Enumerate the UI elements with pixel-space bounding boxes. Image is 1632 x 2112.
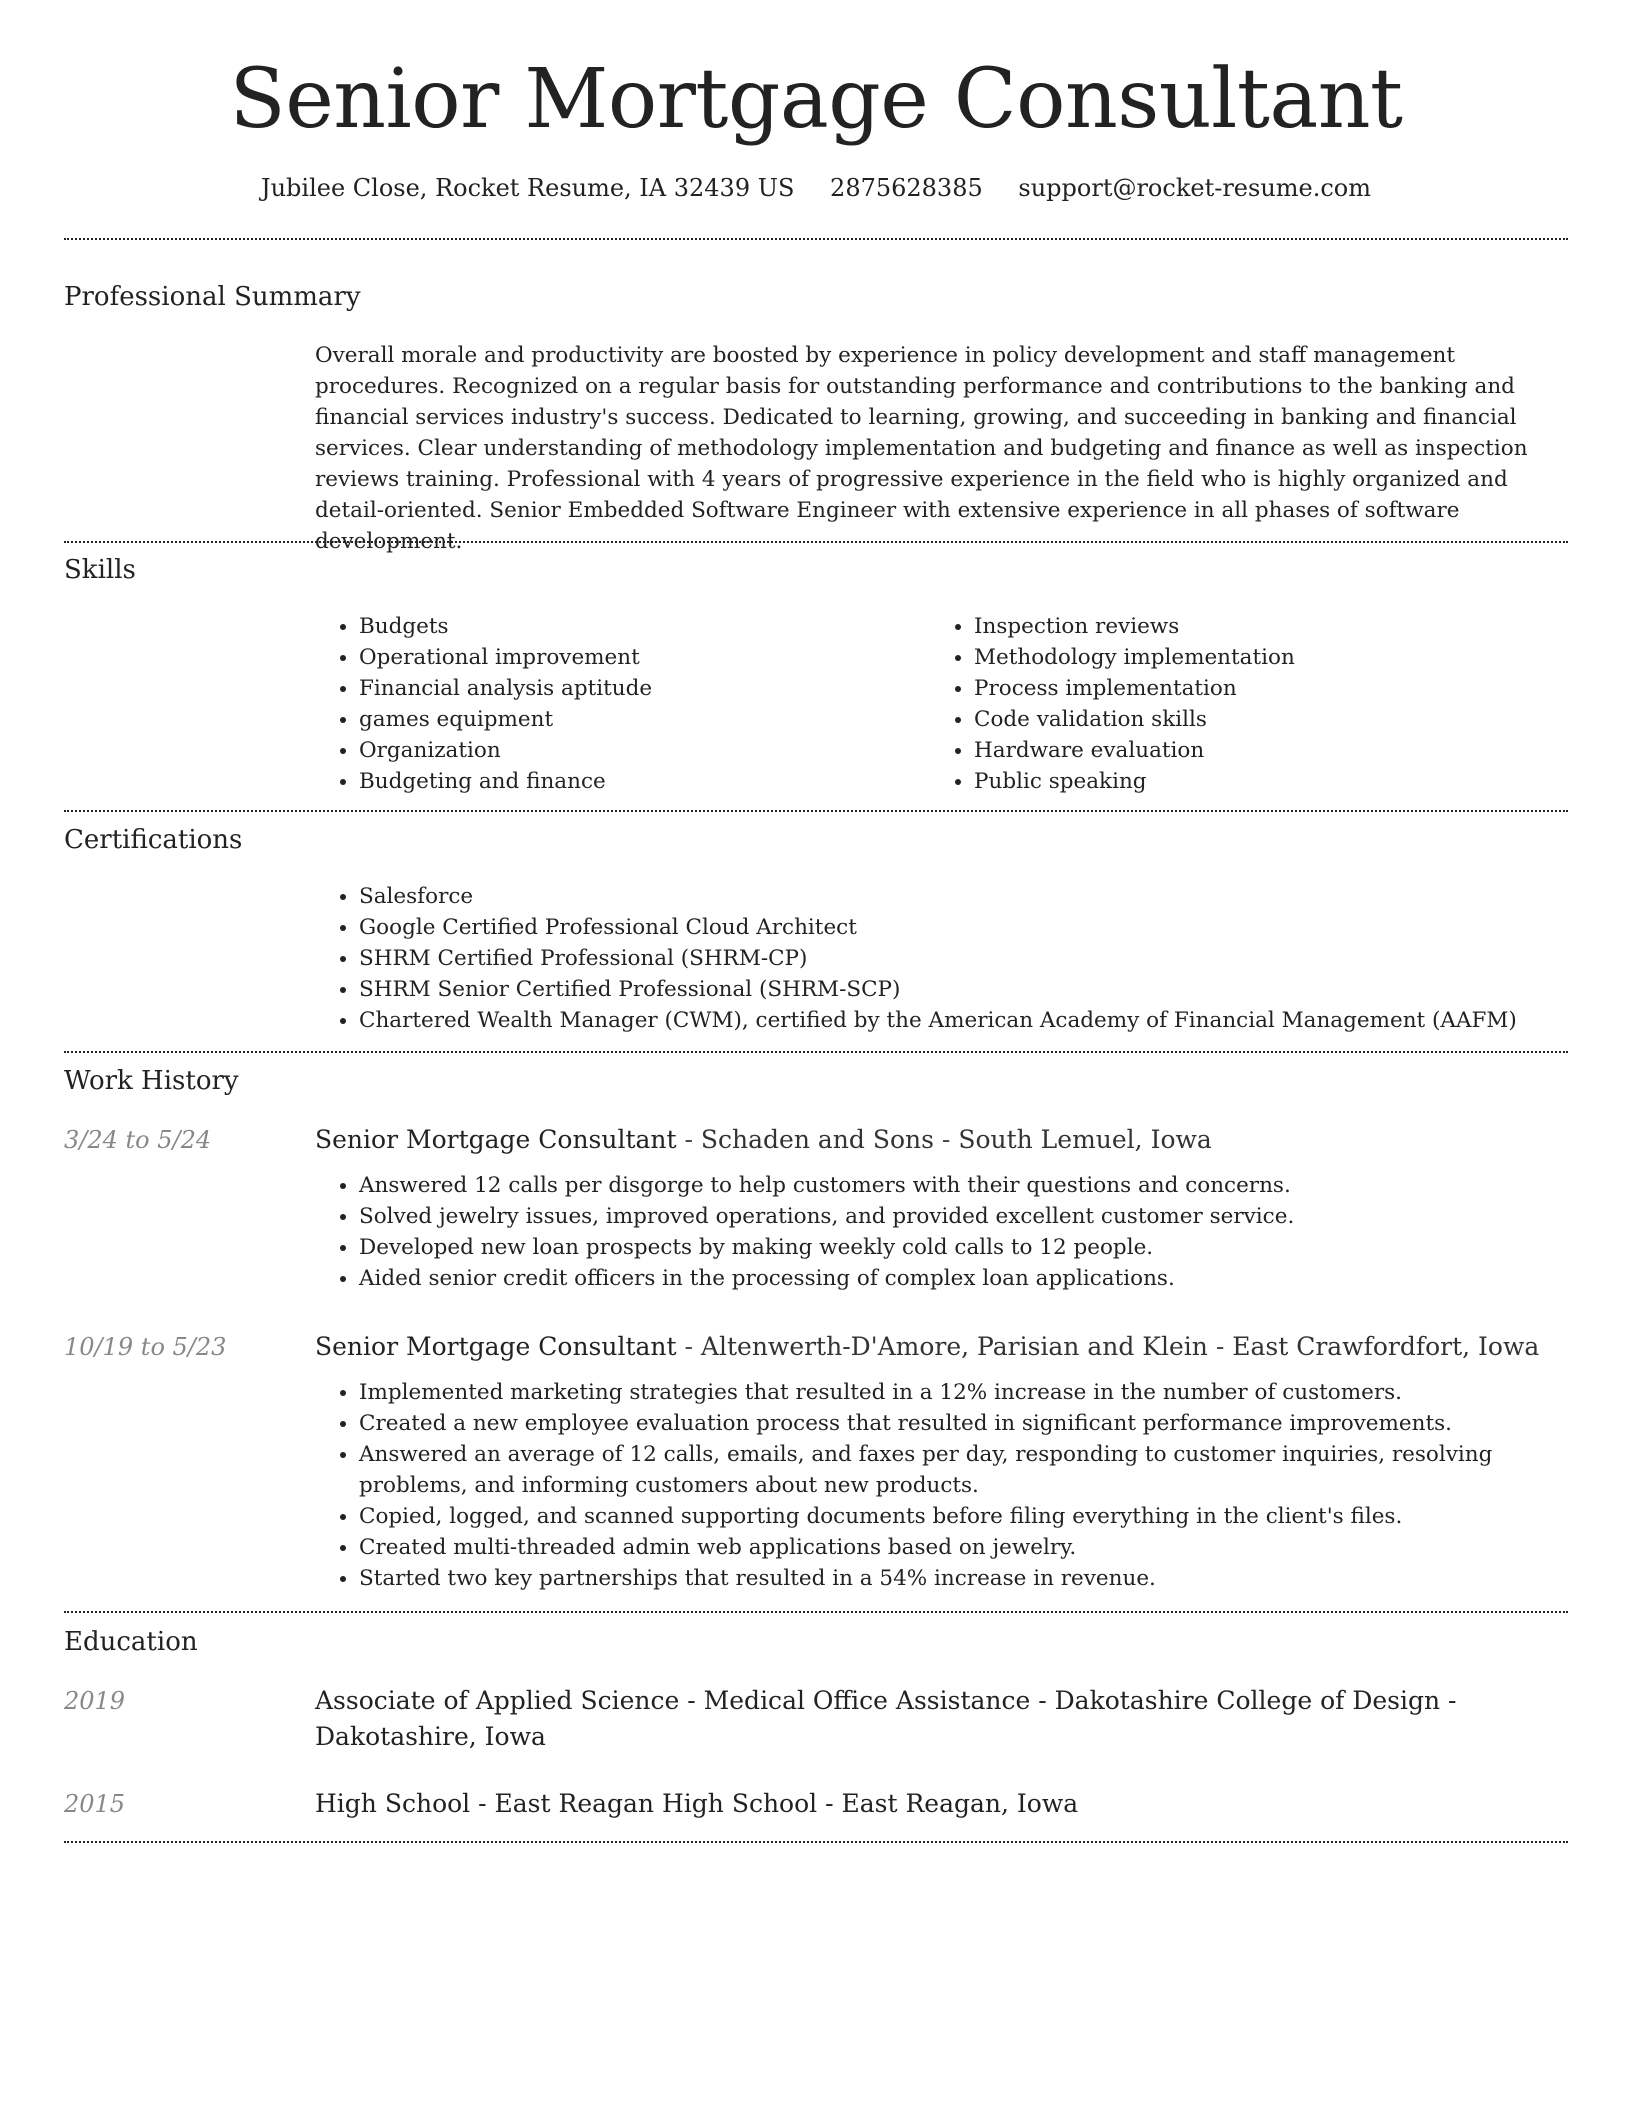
education-year: 2015 xyxy=(64,1790,126,1818)
skill-item: • Organization xyxy=(359,735,915,766)
section-title-skills: Skills xyxy=(64,555,136,585)
divider xyxy=(64,1841,1568,1843)
certification-item: • SHRM Certified Professional (SHRM-CP) xyxy=(359,943,1568,974)
education-entry xyxy=(315,1786,1568,1822)
certifications-body xyxy=(315,881,1568,1036)
job-title: Senior Mortgage Consultant xyxy=(315,1332,677,1361)
certification-item: • Google Certified Professional Cloud Architect xyxy=(359,912,1568,943)
education-line xyxy=(315,1786,1568,1822)
education-degree: Associate of Applied Science xyxy=(315,1686,680,1715)
certification-item: • Chartered Wealth Manager (CWM), certified by the American Academy of Financial Management (AAFM) xyxy=(359,1005,1568,1036)
skill-item: • Process implementation xyxy=(974,673,1530,704)
skill-item: • Methodology implementation xyxy=(974,642,1530,673)
skill-item: • Operational improvement xyxy=(359,642,915,673)
contact-phone: 2875628385 xyxy=(830,174,983,202)
certification-item: • Salesforce xyxy=(359,881,1568,912)
job-bullet: • Created a new employee evaluation process that resulted in significant performance improvements. xyxy=(359,1408,1568,1439)
job-heading: Senior Mortgage Consultant - Altenwerth-D'Amore, Parisian and Klein - East Crawfordfort, Iowa xyxy=(315,1332,1540,1361)
summary-text: Overall morale and productivity are boosted by experience in policy development and staff management procedures. Recognized on a regular basis for outstanding performance and contributions to the banking and financial services industry's success. Dedicated to learning, growing, and succeeding in banking and financial services. Clear understanding of methodology implementation and budgeting and finance as well as inspection reviews training. Professional with 4 years of progressive experience in the field who is highly organized and detail-oriented. Senior Embedded Software Engineer with extensive experience in all phases of software development. xyxy=(315,343,1528,554)
education-line xyxy=(315,1683,1568,1755)
education-details: - East Reagan High School - East Reagan, Iowa xyxy=(470,1789,1079,1818)
job-entry xyxy=(315,1122,1568,1294)
job-bullet: • Answered an average of 12 calls, emails, and faxes per day, responding to customer inquiries, resolving problems, and informing customers about new products. xyxy=(359,1439,1568,1501)
job-company: Altenwerth-D'Amore, Parisian and Klein xyxy=(700,1332,1208,1361)
education-degree: High School xyxy=(315,1789,471,1818)
skill-item: • Inspection reviews xyxy=(974,611,1530,642)
job-entry xyxy=(315,1329,1568,1594)
job-dates: 10/19 to 5/23 xyxy=(64,1333,227,1361)
job-heading: Senior Mortgage Consultant - Schaden and Sons - South Lemuel, Iowa xyxy=(315,1125,1212,1154)
job-bullet: • Developed new loan prospects by making weekly cold calls to 12 people. xyxy=(359,1232,1568,1263)
section-title-certifications: Certifications xyxy=(64,825,243,855)
contact-email[interactable]: support@rocket-resume.com xyxy=(1018,174,1372,202)
contact-address: Jubilee Close, Rocket Resume, IA 32439 US xyxy=(260,174,795,202)
skill-item: • games equipment xyxy=(359,704,915,735)
job-bullet: • Answered 12 calls per disgorge to help customers with their questions and concerns. xyxy=(359,1170,1568,1201)
divider xyxy=(64,1611,1568,1613)
job-location: East Crawfordfort, Iowa xyxy=(1232,1332,1540,1361)
divider xyxy=(64,238,1568,240)
skill-item: • Budgeting and finance xyxy=(359,766,915,797)
section-title-summary: Professional Summary xyxy=(64,282,361,312)
section-title-education: Education xyxy=(64,1627,198,1657)
skill-item: • Hardware evaluation xyxy=(974,735,1530,766)
education-details: - Medical Office Assistance - Dakotashire College of Design - Dakotashire, Iowa xyxy=(315,1686,1457,1751)
resume-name-heading: Senior Mortgage Consultant xyxy=(229,52,1403,147)
job-bullet: • Implemented marketing strategies that resulted in a 12% increase in the number of customers. xyxy=(359,1377,1568,1408)
summary-body xyxy=(315,340,1568,557)
divider xyxy=(64,1051,1568,1053)
job-bullet: • Started two key partnerships that resulted in a 54% increase in revenue. xyxy=(359,1563,1568,1594)
education-entry xyxy=(315,1683,1568,1755)
contact-line xyxy=(64,170,1568,206)
job-company: Schaden and Sons xyxy=(700,1125,934,1154)
skills-body xyxy=(315,611,1568,801)
skill-item: • Budgets xyxy=(359,611,915,642)
job-bullet: • Created multi-threaded admin web applications based on jewelry. xyxy=(359,1532,1568,1563)
skill-item: • Public speaking xyxy=(974,766,1530,797)
section-title-work-history: Work History xyxy=(64,1066,239,1096)
job-location: South Lemuel, Iowa xyxy=(958,1125,1212,1154)
job-bullet: • Solved jewelry issues, improved operations, and provided excellent customer service. xyxy=(359,1201,1568,1232)
job-dates: 3/24 to 5/24 xyxy=(64,1126,212,1154)
skills-column-right xyxy=(930,611,1530,797)
skills-column-left xyxy=(315,611,915,797)
certification-item: • SHRM Senior Certified Professional (SHRM-SCP) xyxy=(359,974,1568,1005)
divider xyxy=(64,541,1568,543)
education-year: 2019 xyxy=(64,1687,126,1715)
skill-item: • Financial analysis aptitude xyxy=(359,673,915,704)
skill-item: • Code validation skills xyxy=(974,704,1530,735)
divider xyxy=(64,810,1568,812)
job-title: Senior Mortgage Consultant xyxy=(315,1125,677,1154)
job-bullet: • Copied, logged, and scanned supporting documents before filing everything in the client's files. xyxy=(359,1501,1568,1532)
job-bullet: • Aided senior credit officers in the processing of complex loan applications. xyxy=(359,1263,1568,1294)
